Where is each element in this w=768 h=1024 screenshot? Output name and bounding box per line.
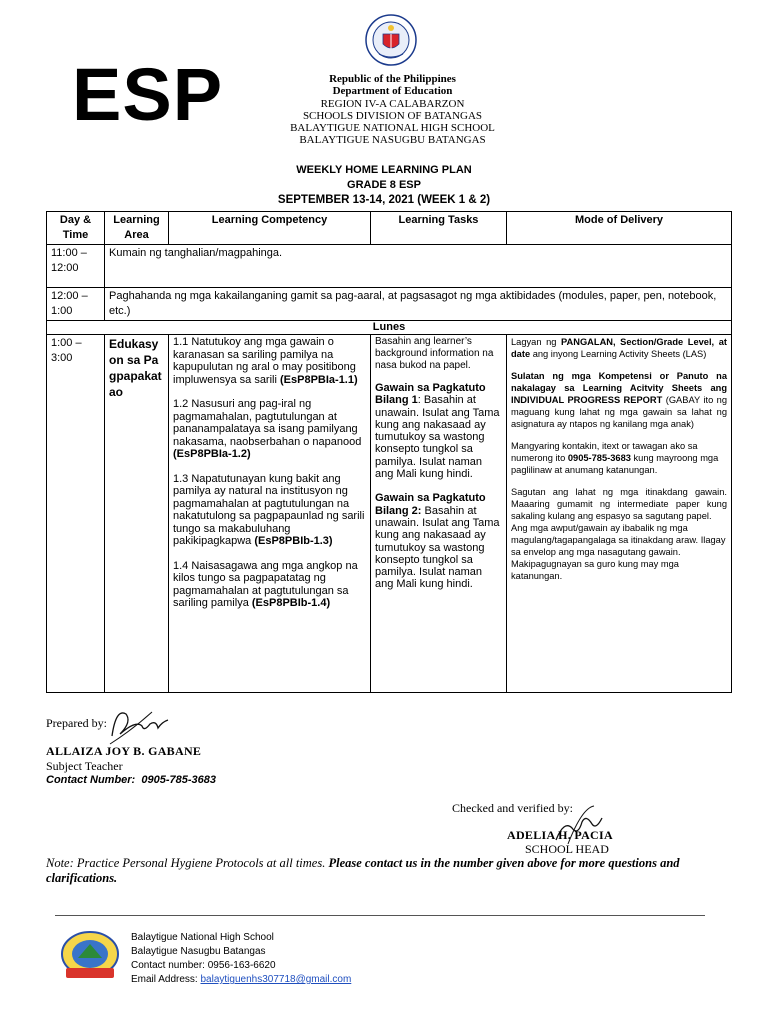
plan-title: WEEKLY HOME LEARNING PLAN (296, 164, 472, 176)
plan-grade: GRADE 8 ESP (347, 179, 421, 191)
school-head-role: SCHOOL HEAD (525, 842, 609, 856)
header-learning-area: Learning Area (105, 212, 169, 245)
mode-instruction: Sulatan ng mga Kompetensi or Panuto na nakalagay sa Learning Acitvity Sheets ang INDIVIDUAL PROGRESS REPORT (GABAY ito ng maguang kung lahat ng mga gawain sa lahat ng asignatura ay ntapos ng kanilang mga anak) (511, 371, 727, 429)
header-learning-tasks: Learning Tasks (371, 212, 507, 245)
checked-by-label: Checked and verified by: (452, 801, 573, 815)
header-region: REGION IV-A CALABARZON (320, 97, 465, 110)
learning-plan-table (46, 211, 732, 693)
learning-area: Edukasyon sa Pagpapakatao (105, 335, 169, 693)
learning-tasks (371, 335, 507, 693)
header-division: SCHOOLS DIVISION OF BATANGAS (302, 109, 483, 122)
plan-title-block (140, 163, 628, 208)
footer-email-link[interactable]: balaytiguenhs307718@gmail.com (200, 974, 352, 985)
lunch-activity: Kumain ng tanghalian/magpahinga. (105, 245, 732, 288)
prepared-by-label: Prepared by: (46, 716, 107, 730)
mode-instruction: Ang mga awput/gawain ay ibabalik ng mga magulang/tagapangalaga sa itinakdang araw. Ilagay sa envelop ang mga nasagutang gawain. (511, 523, 726, 557)
mode-instruction: Lagyan ng PANGALAN, Section/Grade Level, at date ang inyong Learning Activity Sheets (LAS) (511, 337, 727, 359)
table-row (47, 288, 732, 321)
day-row (47, 321, 732, 335)
table-row (47, 335, 732, 693)
tasks-intro: Basahin ang learner’s background information na nasa bukod na papel. (375, 336, 494, 371)
prep-time: 12:00 – 1:00 (47, 288, 105, 321)
table-header-row (47, 212, 732, 245)
session-time: 1:00 – 3:00 (47, 335, 105, 693)
header-day-time: Day & Time (47, 212, 105, 245)
lunch-time: 11:00 – 12:00 (47, 245, 105, 288)
header-mode-of-delivery: Mode of Delivery (507, 212, 732, 245)
competency-item: 1.1 Natutukoy ang mga gawain o karanasan sa sariling pamilya na kapupulutan ng aral o may positibong impluwensya sa sarili (EsP8PBIa-1.1) (173, 336, 358, 386)
competency-item: 1.2 Nasusuri ang pag-iral ng pagmamahalan, pagtutulungan at pananampalataya sa isang pamilyang nakasama, naobserbahan o napanood (EsP8PBIa-1.2) (173, 398, 362, 460)
teacher-contact: Contact Number: 0905-785-3683 (46, 774, 216, 786)
header-school: BALAYTIGUE NATIONAL HIGH SCHOOL (290, 122, 495, 135)
footer-email-line: Email Address: balaytiguenhs307718@gmail.com (131, 974, 352, 985)
footer-contact (131, 931, 351, 987)
teacher-role: Subject Teacher (46, 759, 123, 773)
day-label: Lunes (47, 321, 732, 335)
mode-instruction: Sagutan ang lahat ng mga itinakdang gawain. Maaaring gumamit ng intermediate paper kung sakaling kulang ang espasyo sa sagutang papel. (511, 487, 727, 521)
plan-dates: SEPTEMBER 13-14, 2021 (WEEK 1 & 2) (277, 194, 491, 206)
task-item: Gawain sa Pagkatuto Bilang 2: Basahin at unawain. Isulat ang Tama kung ang nakasaad ay tumutukoy sa wastong konsepto tungkol sa pamilya. Isulat naman ang Mali kung hindi. (375, 492, 500, 591)
school-head-name: ADELIA H. PACIA (507, 828, 613, 842)
footer-divider (55, 915, 705, 916)
header-department: Department of Education (332, 85, 453, 98)
task-item: Gawain sa Pagkatuto Bilang 1: Basahin at unawain. Isulat ang Tama kung ang nakasaad ay tumutukoy sa wastong konsepto tungkol sa pamilya. Isulat naman ang Mali kung hindi. (375, 382, 500, 481)
header-learning-competency: Learning Competency (169, 212, 371, 245)
footer-school: Balaytigue National High School (131, 932, 274, 943)
header-republic: Republic of the Philippines (329, 73, 456, 85)
mode-instruction: Mangyaring kontakin, itext or tawagan ako sa numerong ito 0905-785-3683 kung mayroong mga paglilinaw at anumang katanungan. (511, 441, 719, 475)
mode-instruction: Makipagugnayan sa guro kung may mga katanungan. (511, 559, 679, 581)
teacher-signature (102, 700, 172, 750)
table-row (47, 245, 732, 288)
subject-logo: ESP (72, 53, 224, 136)
prep-activity: Paghahanda ng mga kakailanganing gamit sa pag-aaral, at pagsasagot ng mga aktibidades (modules, paper, pen, notebook, etc.) (105, 288, 732, 321)
competency-item: 1.3 Napatutunayan kung bakit ang pamilya ay natural na institusyon ng pagmamahalan at pagtutulungan na nakatutulong sa pagpapaunlad ng sarili tungo sa makabuluhang pakikipagkapwa (EsP8PBIb-1.3) (173, 472, 365, 547)
footer-address: Balaytigue Nasugbu Batangas (131, 946, 266, 957)
competency-item: 1.4 Naisasagawa ang mga angkop na kilos tungo sa pagpapatatag ng pagmamahalan at pagtutulungan sa sariling pamilya (EsP8PBIb-1.4) (173, 559, 358, 609)
school-logo-icon (58, 930, 122, 984)
footer-phone: Contact number: 0956-163-6620 (131, 960, 276, 971)
agency-header (250, 73, 535, 147)
teacher-name: ALLAIZA JOY B. GABANE (46, 744, 202, 758)
mode-of-delivery (507, 335, 732, 693)
competency-list (169, 335, 371, 693)
hygiene-note: Note: Practice Personal Hygiene Protocols at all times. Please contact us in the number given above for more questions and clarifications. (46, 856, 680, 885)
deped-seal-icon (365, 14, 417, 66)
header-address: BALAYTIGUE NASUGBU BATANGAS (299, 134, 486, 147)
